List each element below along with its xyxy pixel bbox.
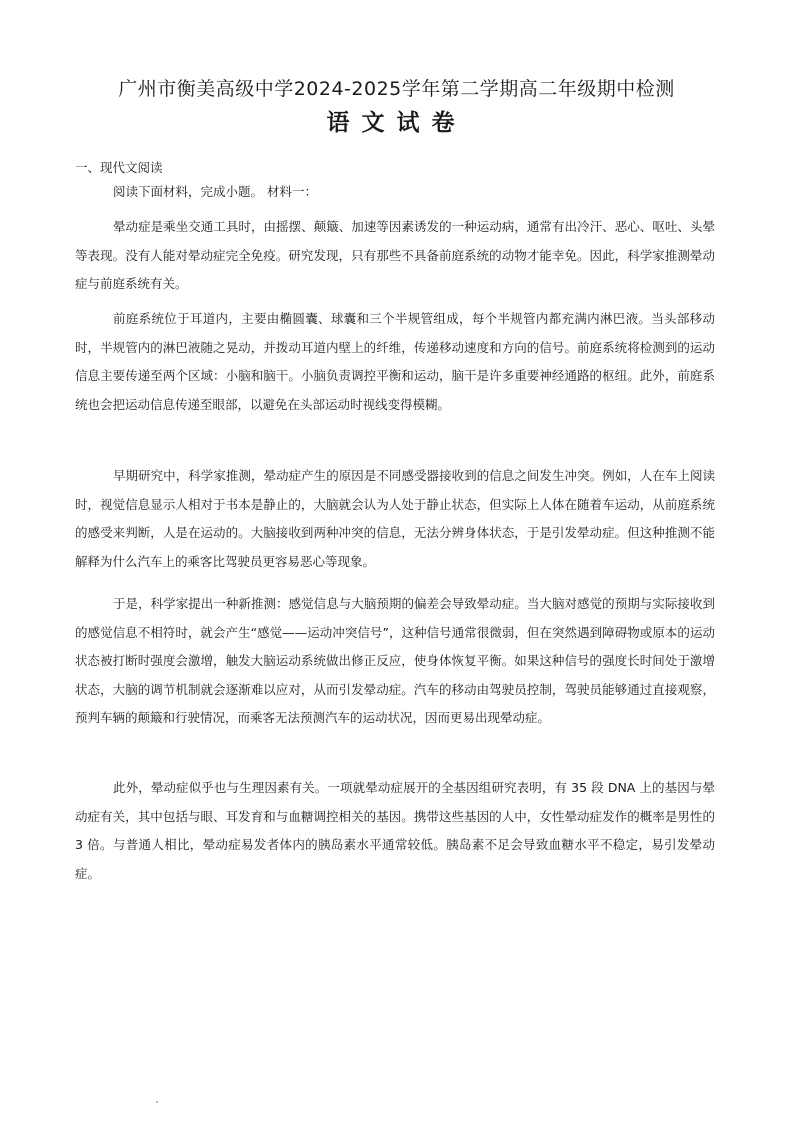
section-heading: 一、现代文阅读 xyxy=(75,160,163,175)
paragraph-1: 晕动症是乘坐交通工具时，由摇摆、颠簸、加速等因素诱发的一种运动病，通常有出冷汗、恶心、呕吐、头晕等表现。没有人能对晕动症完全免疫。研究发现，只有那些不具备前庭系统的动物才能幸免。因此，科学家推测晕动症与前庭系统有关。 xyxy=(75,219,715,291)
reading-instructions: 阅读下面材料，完成小题。 材料一： xyxy=(113,184,317,199)
paragraph-5: 此外，晕动症似乎也与生理因素有关。一项就晕动症展开的全基因组研究表明，有 35 段 DNA 上的基因与晕动症有关，其中包括与眼、耳发育和与血糖调控相关的基因。携带这些基因的人中，女性晕动症发作的概率是男性的 3 倍。与普通人相比，晕动症易发者体内的胰岛素水平通常较低。胰岛素不足会导致血糖水平不稳定，易引发晕动症。 xyxy=(75,780,715,881)
exam-title: 广州市衡美高级中学2024-2025学年第二学期高二年级期中检测 xyxy=(118,78,675,100)
paragraph-3: 早期研究中，科学家推测，晕动症产生的原因是不同感受器接收到的信息之间发生冲突。例如，人在车上阅读时，视觉信息显示人相对于书本是静止的，大脑就会认为人处于静止状态，但实际上人体在随着车运动，从前庭系统的感受来判断，人是在运动的。大脑接收到两种冲突的信息，无法分辨身体状态，于是引发晕动症。但这种推测不能解释为什么汽车上的乘客比驾驶员更容易恶心等现象。 xyxy=(75,468,715,569)
paragraph-2: 前庭系统位于耳道内，主要由椭圆囊、球囊和三个半规管组成，每个半规管内都充满内淋巴液。当头部移动时，半规管内的淋巴液随之晃动，并拨动耳道内壁上的纤维，传递移动速度和方向的信号。前庭系统将检测到的运动信息主要传递至两个区域：小脑和脑干。小脑负责调控平衡和运动，脑干是许多重要神经通路的枢纽。此外，前庭系统也会把运动信息传递至眼部，以避免在头部运动时视线变得模糊。 xyxy=(75,311,715,412)
exam-subtitle: 语文试卷 xyxy=(326,110,467,136)
page-speck xyxy=(156,1101,158,1103)
paragraph-4: 于是，科学家提出一种新推测：感觉信息与大脑预期的偏差会导致晕动症。当大脑对感觉的预期与实际接收到的感觉信息不相符时，就会产生“感觉——运动冲突信号”，这种信号通常很微弱，但在突然遇到障碍物或原本的运动状态被打断时强度会激增，触发大脑运动系统做出修正反应，使身体恢复平衡。如果这种信号的强度长时间处于激增状态，大脑的调节机制就会逐渐难以应对，从而引发晕动症。汽车的移动由驾驶员控制，驾驶员能够通过直接观察，预判车辆的颠簸和行驶情况，而乘客无法预测汽车的运动状况，因而更易出现晕动症。 xyxy=(75,596,715,725)
